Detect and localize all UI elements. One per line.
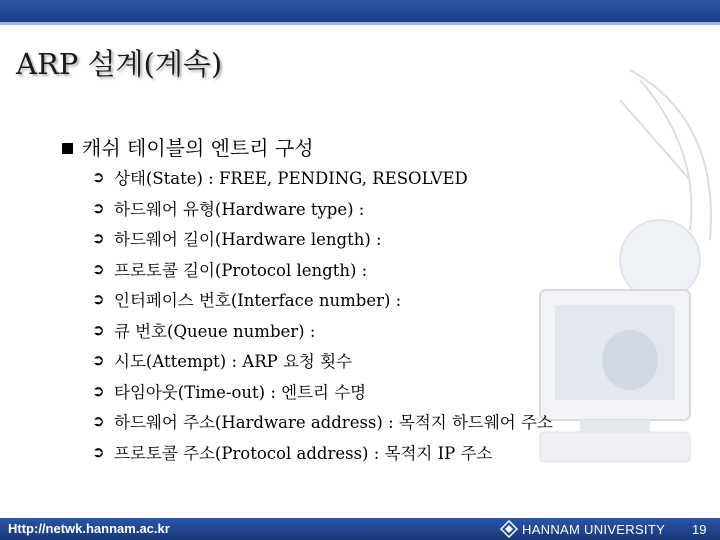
footer-bar [0, 518, 720, 540]
list-item [92, 437, 553, 468]
list-item [92, 345, 553, 376]
section-heading-text: 캐쉬 테이블의 엔트리 구성 [82, 136, 314, 160]
circled-arrow-icon: ➲ [92, 442, 105, 461]
circled-arrow-icon: ➲ [92, 259, 105, 278]
circled-arrow-icon: ➲ [92, 198, 105, 217]
circled-arrow-icon: ➲ [92, 351, 105, 370]
circled-arrow-icon: ➲ [92, 320, 105, 339]
list-item-text: 하드웨어 주소(Hardware address) : 목적지 하드웨어 주소 [114, 413, 553, 433]
circled-arrow-icon: ➲ [92, 290, 105, 309]
circled-arrow-icon: ➲ [92, 381, 105, 400]
footer-university: HANNAM UNIVERSITY [522, 522, 666, 537]
page-number: 19 [692, 522, 707, 537]
university-logo-icon [500, 520, 518, 538]
list-item-text: 인터페이스 번호(Interface number) : [114, 291, 402, 311]
list-item [92, 284, 553, 315]
list-item [92, 162, 553, 193]
entry-list [92, 162, 553, 467]
list-item [92, 376, 553, 407]
list-item-text: 시도(Attempt) : ARP 요청 횟수 [114, 352, 352, 372]
footer-url-link[interactable]: Http://netwk.hannam.ac.kr [8, 521, 170, 536]
list-item [92, 193, 553, 224]
list-item-text: 프로토콜 길이(Protocol length) : [114, 260, 368, 280]
list-item [92, 223, 553, 254]
circled-arrow-icon: ➲ [92, 168, 105, 187]
section-heading [62, 132, 314, 161]
top-banner-stripe [0, 22, 720, 25]
circled-arrow-icon: ➲ [92, 229, 105, 248]
list-item [92, 406, 553, 437]
top-banner [0, 0, 720, 22]
list-item-text: 하드웨어 길이(Hardware length) : [114, 230, 382, 250]
list-item-text: 상태(State) : FREE, PENDING, RESOLVED [114, 169, 468, 189]
list-item-text: 프로토콜 주소(Protocol address) : 목적지 IP 주소 [114, 443, 493, 463]
circled-arrow-icon: ➲ [92, 412, 105, 431]
list-item-text: 타임아웃(Time-out) : 엔트리 수명 [114, 382, 367, 402]
list-item-text: 하드웨어 유형(Hardware type) : [114, 199, 365, 219]
list-item [92, 315, 553, 346]
list-item-text: 큐 번호(Queue number) : [114, 321, 316, 341]
list-item [92, 254, 553, 285]
slide-title: ARP 설계(계속) [16, 47, 223, 81]
square-bullet-icon [62, 143, 73, 154]
